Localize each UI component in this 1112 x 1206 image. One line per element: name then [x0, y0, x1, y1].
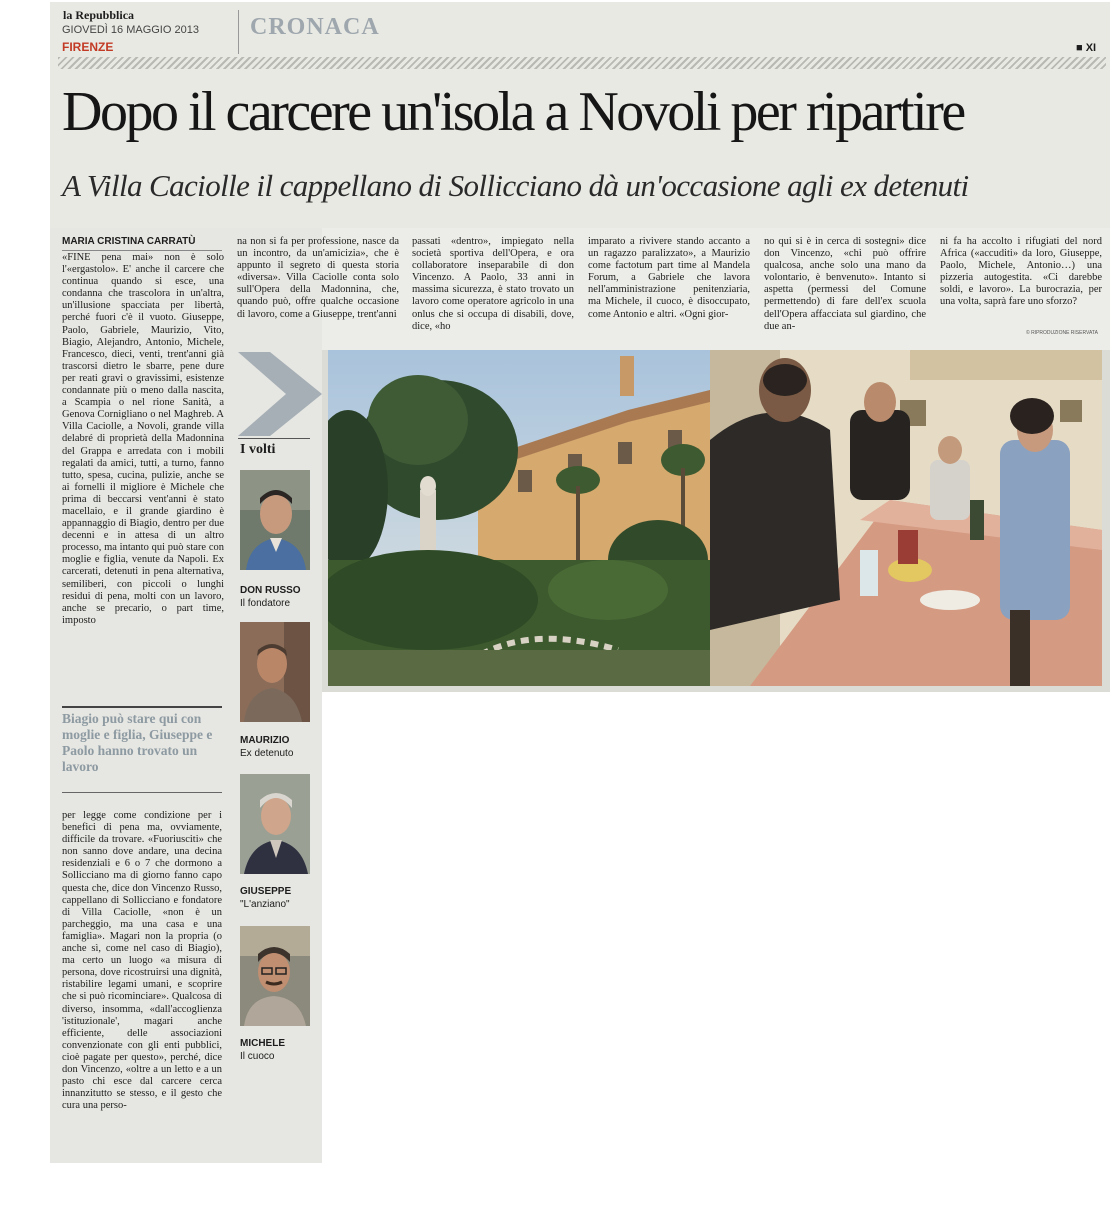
section-title: CRONACA	[250, 14, 380, 40]
photo-dining-table	[710, 350, 1102, 686]
chevron-right-icon	[238, 352, 322, 436]
article-column-3: passati «dentro», impiegato nella società sportiva dell'Opera, e ora collaboratore inseparabile di don Vincenzo. A Paolo, 33 anni in massima sicurezza, è stato trovato un lavoro come operatore agricolo in una onlus che si occupa di disabili, dove, dice, «ho	[412, 236, 574, 332]
byline-rule	[62, 250, 222, 251]
article-column-1-continued: per legge come condizione per i benefici di pena ma, ovviamente, difficile da trovare. «Fuoriusciti» che non sanno dove andare, una decina residenziali e 6 o 7 che dormono a Sollicciano ma di giorno fanno capo questa che, dice don Vincenzo Russo, cappellano di Sollicciano e fondatore di Villa Caciolle, «non è un parcheggio, ma una casa e una famiglia». Magari non la propria (o anche sì, come nel caso di Biagio), ma certo un luogo «a misura di persona, dove ricostruirsi una dignità, ristabilire legami umani, e scoprire che si può ricominciare». Qualcosa di diverso, insomma, «dall'accoglienza 'istituzionale', magari anche efficiente, delle associazioni convenzionate con gli enti pubblici, cioè pagate per questo», perché, dice don Vincenzo, «oltre a un letto e a un pasto chi esce dal carcere cerca innanzitutto se stesso, e il gesto che cura una perso-	[62, 810, 222, 1112]
portrait-don-russo	[240, 470, 310, 570]
person-role: Il fondatore	[240, 598, 291, 609]
pull-quote-rule-bottom	[62, 792, 222, 793]
city-edition: FIRENZE	[62, 40, 114, 54]
article-column-4: imparato a rivivere stando accanto a un ragazzo paralizzato», a Maurizio come factotum part time al Mandela Forum, a Gabriele che lavora nell'amministrazione penitenziaria, ma Michele, il cuoco, è disoccupato, come Antonio e altri. «Ogni gior-	[588, 236, 750, 320]
article-headline: Dopo il carcere un'isola a Novoli per ripartire	[62, 81, 964, 143]
masthead-divider	[238, 10, 239, 54]
person-role: Ex detenuto	[240, 748, 294, 759]
pull-quote: Biagio può stare qui con moglie e figlia, Giuseppe e Paolo hanno trovato un lavoro	[62, 711, 213, 774]
copyright-note: © RIPRODUZIONE RISERVATA	[1026, 330, 1098, 336]
pull-quote-rule-top	[62, 706, 222, 708]
portrait-giuseppe	[240, 774, 310, 874]
article-column-5: no qui si è in cerca di sostegni» dice don Vincenzo, «chi può offrire qualcosa, anche solo una mano da volontario, è benvenuto». Intanto si aspetta (permessi del Comune permettendo) di fare dell'ex scuola dell'Opera affacciata sul giardino, che due an-	[764, 236, 926, 332]
article-subheadline: A Villa Caciolle il cappellano di Sollicciano dà un'occasione agli ex detenuti	[62, 168, 969, 203]
portrait-michele	[240, 926, 310, 1026]
issue-date: GIOVEDÌ 16 MAGGIO 2013	[62, 24, 199, 36]
sidebar-rule	[238, 438, 310, 439]
hatched-rule	[58, 57, 1106, 69]
article-column-6: ni fa ha accolto i rifugiati del nord Africa («accuditi» da loro, Giuseppe, Paolo, Michele, Antonio…) una pizzeria autogestita. «Ci darebbe soldi, e lavoro». La burocrazia, per una volta, saprà fare uno sforzo?	[940, 236, 1102, 308]
person-name: GIUSEPPE	[240, 886, 292, 897]
photo-villa-garden	[328, 350, 710, 686]
person-name: MICHELE	[240, 1038, 285, 1049]
portrait-maurizio	[240, 622, 310, 722]
person-role: Il cuoco	[240, 1051, 275, 1062]
page-number: ■ XI	[1076, 42, 1097, 54]
person-name: MAURIZIO	[240, 735, 290, 746]
article-column-2: na non si fa per professione, nasce da un incontro, da un'amicizia», che è appunto il segreto di questa storia «diversa». Villa Caciolle conta solo sull'Opera della Madonnina, che, quando può, offre qualche occasione di lavoro, come a Giuseppe, trent'anni	[237, 236, 399, 320]
article-column-1: «FINE pena mai» non è solo l'«ergastolo». E' anche il carcere che continua quando si esce, una condanna che trascolora in un'altra, un'illusione spacciata per libertà, perché fuori c'è il vuoto. Giuseppe, Paolo, Gabriele, Maurizio, Vito, Biagio, Alejandro, Antonio, Michele, Francesco, dieci, venti, trent'anni già trascorsi dietro le sbarre, pene dure per reati gravi o gravissimi, esistenze condannate più o meno dalla nascita, a Scampia o nel rione Sanità, a Genova Cornigliano o nel Maghreb. A Villa Caciolle, a Novoli, grande villa delabré di proprietà della Madonnina del Grappa e arredata con i mobili regalati da amici, tutti, a turno, fanno tutto, spesa, cucina, pulizie, anche se ai fornelli il migliore è Michele che prima di beccarsi vent'anni è stato macellaio, e il grande giardino è appannaggio di Biagio, dentro per due decenni e in attesa di un altro processo, ma intanto qui può stare con moglie e figlia, venute da Napoli. Ex carcerati, detenuti in pena alternativa, semiliberi, con piccoli o lunghi residui di pena, molti con un lavoro, anche se precario, o part time, imposto	[62, 252, 224, 626]
sidebar-title: I volti	[240, 442, 276, 457]
article-author: MARIA CRISTINA CARRATÙ	[62, 236, 196, 247]
person-name: DON RUSSO	[240, 585, 301, 596]
person-role: "L'anziano"	[240, 899, 290, 910]
newspaper-masthead: la Repubblica	[63, 8, 135, 22]
